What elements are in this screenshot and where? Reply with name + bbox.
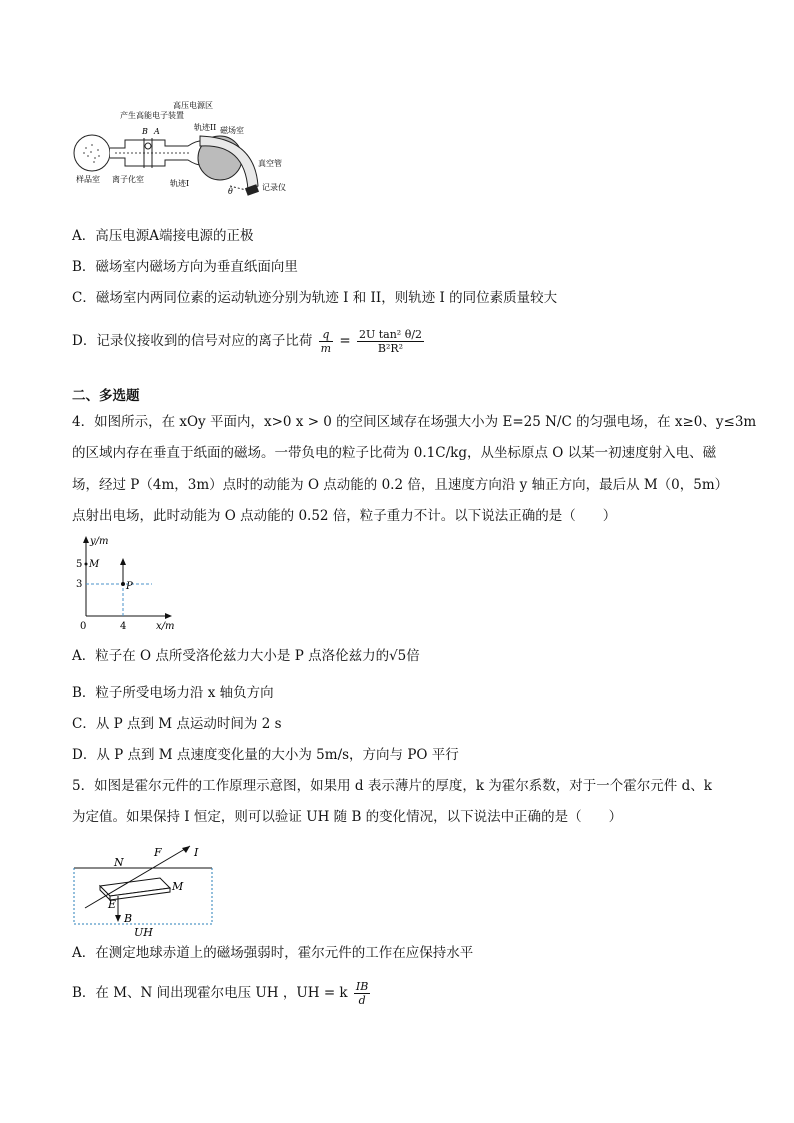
sqrt5: √5 [389, 648, 407, 664]
label-b-field: B [124, 912, 133, 925]
x-tick-4: 4 [120, 621, 127, 632]
q3-option-a: A．高压电源A端接电源的正极 [72, 228, 254, 244]
equals-sign: = [339, 333, 351, 349]
ib-over-d-fraction: $\frac{IB}{d}$ [355, 980, 369, 1007]
y-axis-label: y/m [90, 536, 109, 547]
q3-option-b: B．磁场室内磁场方向为垂直纸面向里 [72, 259, 298, 275]
q5-line-2: 为定值。如果保持 I 恒定，则可以验证 UH 随 B 的变化情况，以下说法中正确的是（ ） [72, 809, 623, 825]
y-tick-5: 5 [76, 559, 83, 570]
recorder-label: 记录仪 [262, 183, 286, 192]
q4-line-3: 场，经过 P（4m，3m）点时的动能为 O 点动能的 0.2 倍，且速度方向沿 y 轴正方向，最后从 M（0，5m） [72, 477, 729, 493]
point-m-label: M [89, 559, 100, 570]
q4-line-1: 4．如图所示，在 xOy 平面内，x>0 x > 0 的空间区域存在场强大小为 E=25 N/C 的匀强电场，在 x≥0、y≤3m [72, 414, 757, 430]
q4-line-4: 点射出电场，此时动能为 O 点动能的 0.52 倍，粒子重力不计。以下说法正确的是（ ） [72, 508, 617, 524]
label-a: A [154, 127, 160, 136]
y-tick-3: 3 [76, 579, 83, 590]
label-b: B [142, 127, 148, 136]
electron-device-label: 产生高能电子装置 [120, 111, 184, 120]
ratio-fraction: $\frac{\text{2U tan² θ/2}}{\text{B²R²}}$ [358, 328, 423, 355]
label-uh: UH [134, 926, 153, 938]
track2-label: 轨迹II [194, 123, 217, 132]
sample-room-label: 样品室 [76, 175, 100, 184]
theta-label: θ [228, 187, 233, 196]
hv-region-label: 高压电源区 [173, 101, 213, 110]
origin-label: 0 [80, 621, 87, 632]
point-p-label: P [126, 581, 133, 592]
label-m: M [172, 880, 184, 893]
q4-line-2: 的区域内存在垂直于纸面的磁场。一带负电的粒子比荷为 0.1C/kg，从坐标原点 O 以某一初速度射入电、磁 [72, 445, 717, 461]
magnet-room-label: 磁场室 [220, 126, 244, 135]
label-e: E [108, 898, 117, 911]
vacuum-tube-label: 真空管 [258, 159, 282, 168]
q5-line-1: 5．如图是霍尔元件的工作原理示意图，如果用 d 表示薄片的厚度，k 为霍尔系数，对于一个霍尔元件 d、k [72, 778, 712, 794]
q5-option-b: B．在 M、N 间出现霍尔电压 UH ，UH = k $\frac{IB}{d}$ [72, 980, 369, 1007]
label-i: I [194, 846, 199, 859]
mass-spectrometer-figure [70, 98, 310, 203]
x-axis-label: x/m [156, 621, 175, 632]
label-n: N [114, 856, 124, 869]
hall-element-figure [70, 838, 220, 938]
q3-option-d-text: D．记录仪接收到的信号对应的离子比荷 [72, 333, 313, 349]
track1-label: 轨迹I [170, 179, 190, 188]
q5-option-a: A．在测定地球赤道上的磁场强弱时，霍尔元件的工作在应保持水平 [72, 945, 474, 961]
q3-option-d [72, 328, 426, 355]
q4-coordinate-graph [72, 534, 192, 634]
qm-fraction: $\frac{q}{m}$ [320, 328, 332, 355]
section-title: 二、多选题 [72, 388, 140, 404]
q4-option-d: D．从 P 点到 M 点速度变化量的大小为 5m/s，方向与 PO 平行 [72, 747, 459, 763]
q4-option-a: A．粒子在 O 点所受洛伦兹力大小是 P 点洛伦兹力的√5倍 [72, 648, 420, 664]
q4-option-c: C．从 P 点到 M 点运动时间为 2 s [72, 716, 282, 732]
ion-room-label: 离子化室 [112, 175, 144, 184]
q4-option-b: B．粒子所受电场力沿 x 轴负方向 [72, 685, 274, 701]
sample-room-shape [74, 135, 110, 171]
label-f: F [154, 846, 162, 859]
q3-option-c: C．磁场室内两同位素的运动轨迹分别为轨迹 I 和 II，则轨迹 I 的同位素质量较大 [72, 290, 558, 306]
